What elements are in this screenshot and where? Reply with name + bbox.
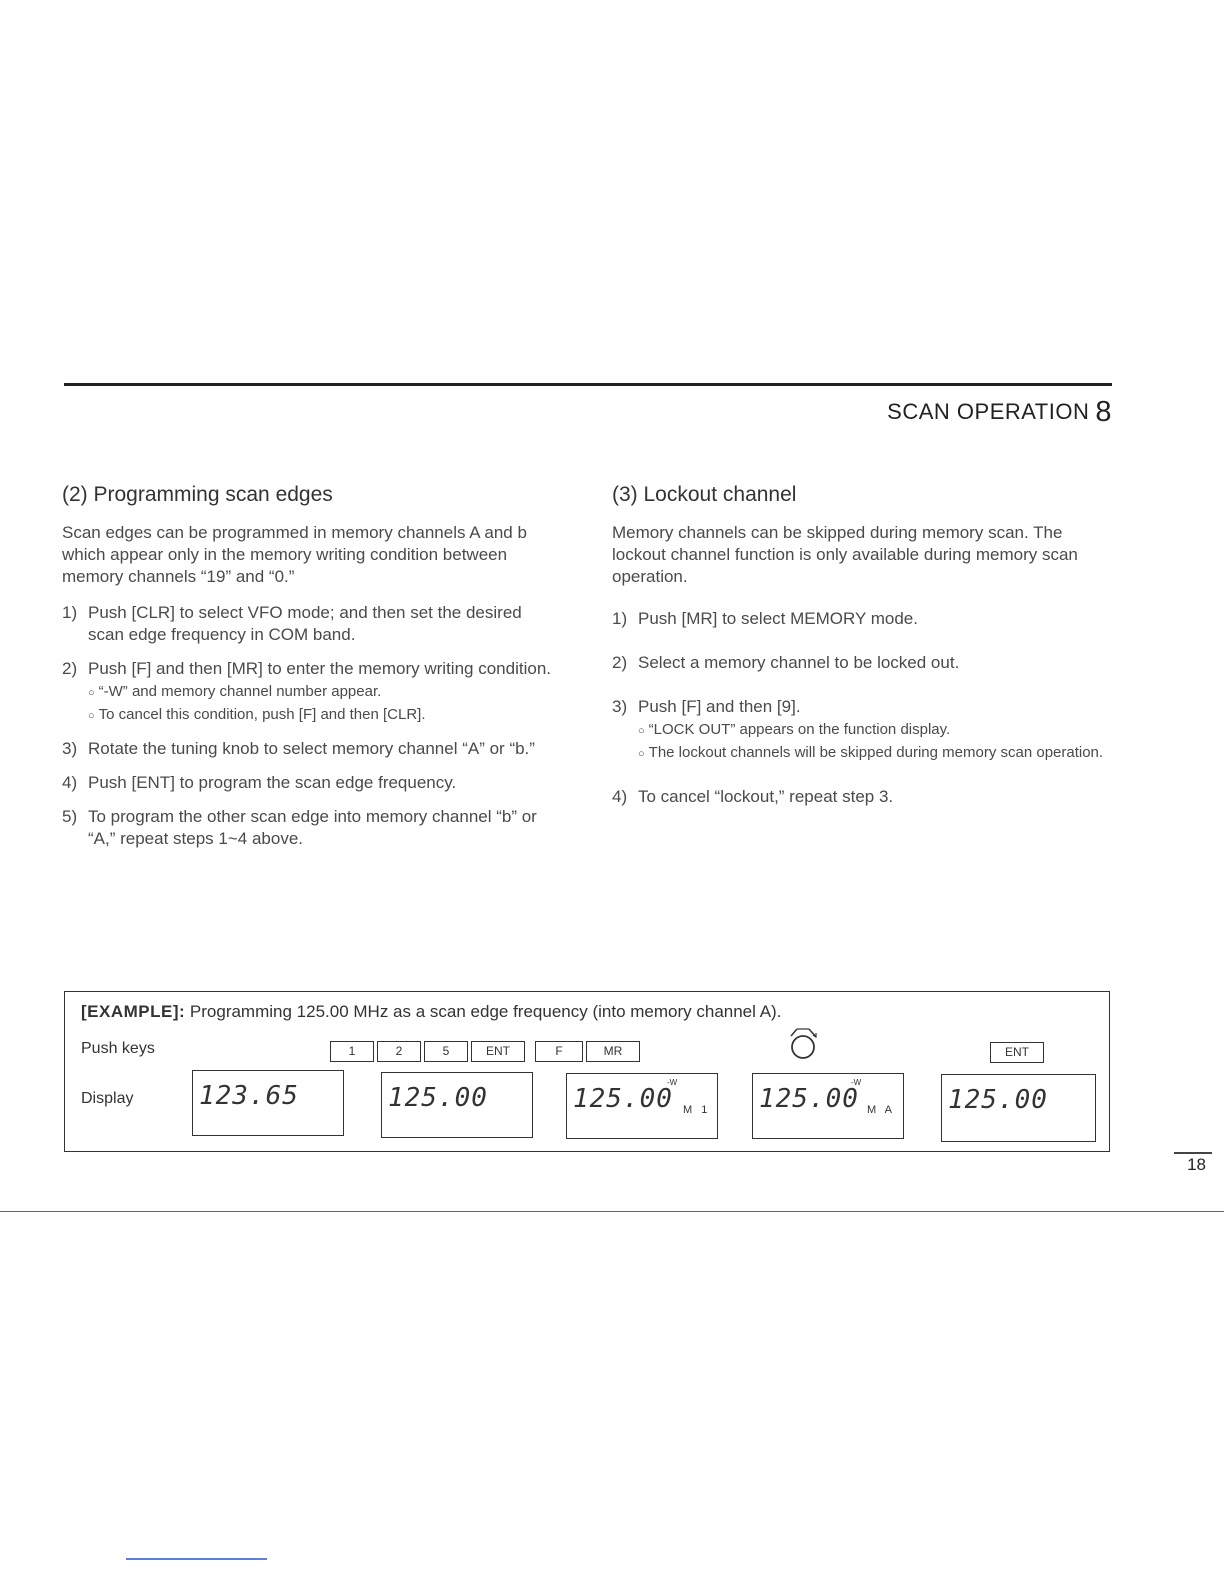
step-note: ○ “LOCK OUT” appears on the function display.: [638, 721, 951, 738]
section-title: SCAN OPERATION: [887, 399, 1090, 424]
step-number: 1): [612, 609, 628, 628]
step-text: Push [ENT] to program the scan edge frequency.: [88, 773, 457, 792]
step-text: To cancel “lockout,” repeat step 3.: [638, 787, 894, 806]
lcd-value: 125.00: [388, 1083, 488, 1113]
memory-channel-tag: M A: [867, 1104, 895, 1116]
lcd-display: [752, 1073, 904, 1139]
writing-indicator: -W: [667, 1078, 678, 1087]
step: [612, 608, 1112, 630]
step: [62, 602, 562, 646]
programming-scan-edges-section: [62, 484, 562, 862]
step-text: Push [F] and then [9].: [638, 697, 801, 716]
step-text: Rotate the tuning knob to select memory channel “A” or “b.”: [88, 739, 535, 758]
section-heading: (3) Lockout channel: [612, 483, 797, 506]
step-text: Push [F] and then [MR] to enter the memory writing condition.: [88, 659, 551, 678]
step-note: ○ The lockout channels will be skipped during memory scan operation.: [638, 744, 1104, 761]
key-ent: ENT: [471, 1041, 525, 1062]
key-2: 2: [377, 1041, 421, 1062]
writing-indicator: -W: [851, 1078, 862, 1087]
step-number: 2): [612, 653, 628, 672]
step-text: Push [MR] to select MEMORY mode.: [638, 609, 918, 628]
step: [62, 738, 562, 760]
key-mr: MR: [586, 1041, 640, 1062]
step-text: Select a memory channel to be locked out.: [638, 653, 960, 672]
step: [612, 696, 1112, 764]
key-5: 5: [424, 1041, 468, 1062]
key-1: 1: [330, 1041, 374, 1062]
push-keys-label: Push keys: [81, 1040, 155, 1057]
key-f: F: [535, 1041, 583, 1062]
example-description: Programming 125.00 MHz as a scan edge frequency (into memory channel A).: [189, 1002, 782, 1021]
tuning-knob-icon: [783, 1026, 823, 1062]
step-number: 3): [62, 739, 78, 758]
section-header: [887, 396, 1112, 429]
page-number-rule: [1174, 1152, 1212, 1154]
lcd-value: 125.00: [948, 1085, 1048, 1115]
key-ent-label: ENT: [990, 1042, 1044, 1063]
step-number: 4): [612, 787, 628, 806]
lockout-channel-section: [612, 484, 1112, 830]
step-number: 1): [62, 603, 78, 622]
lcd-display: [941, 1074, 1096, 1142]
lcd-value: 125.00: [573, 1084, 673, 1114]
key-sequence: [330, 1041, 650, 1062]
step-text: To program the other scan edge into memory channel “b” or “A,” repeat steps 1~4 above.: [88, 807, 537, 848]
step: [612, 786, 1112, 808]
step-number: 4): [62, 773, 78, 792]
section-intro: Memory channels can be skipped during memory scan. The lockout channel function is only available during memory scan operation.: [612, 523, 1078, 586]
header-rule: [64, 383, 1112, 386]
example-title: [81, 1002, 781, 1022]
example-tag: [EXAMPLE]:: [81, 1002, 186, 1021]
step: [62, 772, 562, 794]
step-number: 2): [62, 659, 78, 678]
step: [62, 806, 562, 850]
step: [62, 658, 562, 726]
step-note: ○ To cancel this condition, push [F] and then [CLR].: [88, 706, 426, 723]
lcd-display: [192, 1070, 344, 1136]
display-label: Display: [81, 1090, 134, 1107]
section-heading: (2) Programming scan edges: [62, 483, 333, 506]
chapter-number: 8: [1095, 396, 1112, 428]
step-text: Push [CLR] to select VFO mode; and then set the desired scan edge frequency in COM band.: [88, 603, 522, 644]
lcd-display: [566, 1073, 718, 1139]
example-box: [64, 991, 1110, 1152]
lcd-value: 125.00: [759, 1084, 859, 1114]
step-number: 3): [612, 697, 628, 716]
key-ent-final: [990, 1042, 1044, 1063]
lcd-value: 123.65: [199, 1081, 299, 1111]
page-number: 18: [1187, 1155, 1206, 1174]
section-intro: Scan edges can be programmed in memory channels A and b which appear only in the memory writing condition between memory channels “19” and “0.”: [62, 523, 527, 586]
memory-channel-tag: M 1: [683, 1104, 711, 1116]
lcd-display: [381, 1072, 533, 1138]
step-note: ○ “-W” and memory channel number appear.: [88, 683, 382, 700]
step-number: 5): [62, 807, 78, 826]
link-underline: [126, 1558, 267, 1560]
footer-rule: [0, 1211, 1224, 1212]
step: [612, 652, 1112, 674]
